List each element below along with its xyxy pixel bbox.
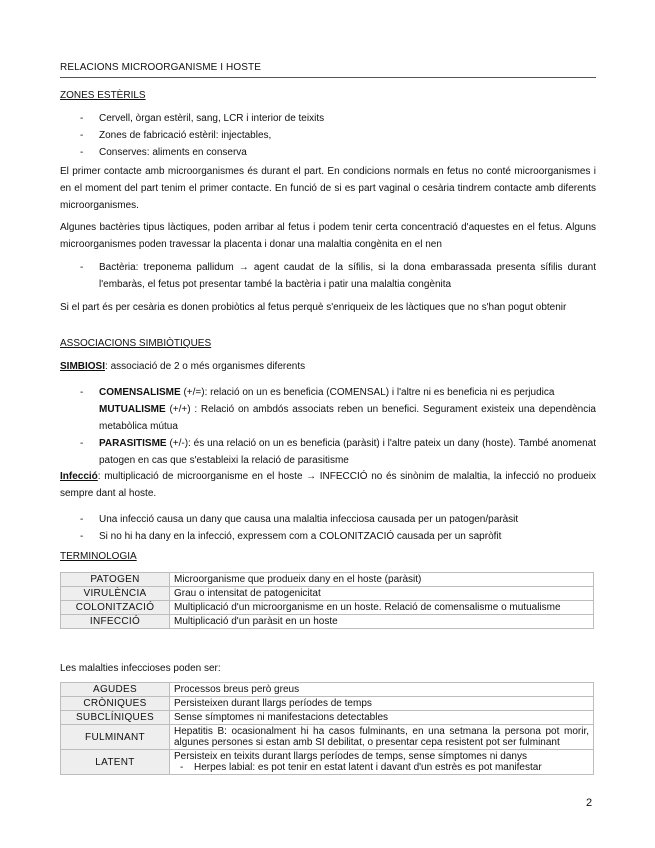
table-cell-term: SUBCLÍNIQUES [61,711,170,725]
infeccio-definition [60,468,596,502]
table-cell-definition: Processos breus però greus [170,683,594,697]
page-number: 2 [586,797,593,809]
section-heading-associacions: ASSOCIACIONS SIMBIÒTIQUES [60,338,212,349]
table-row [61,725,594,750]
table-cell-definition: Persisteixen durant llargs períodes de temps [170,697,594,711]
table-row [61,573,594,587]
list-item: - Cervell, òrgan estèril, sang, LCR i interior de teixits [80,110,596,127]
table-row [61,601,594,615]
table-row [61,697,594,711]
infeccio-text: : multiplicació de microorganisme en el hoste → INFECCIÓ no és sinònim de malaltia, la infecció no produeix sempre dant al hoste. [60,471,596,499]
term-text: (+/-): és una relació on un es beneficia (paràsit) i l'altre pateix un dany (hoste). També anomenat patogen en cas que s'estableixi la relació de parasitisme [99,438,596,466]
table-row [61,615,594,629]
table-cell-term: AGUDES [61,683,170,697]
table-cell-definition: Grau o intensitat de patogenicitat [170,587,594,601]
table-cell-definition: Hepatitis B: ocasionalment hi ha casos fulminants, en una setmana la persona pot morir, algunes persones si estan amb SI debilitat, o presentar cepa resistent pot ser fulminant [170,725,594,750]
list-item: - Una infecció causa un dany que causa una malaltia infecciosa causada per un patogen/paràsit [80,511,596,528]
infeccio-term: Infecció [60,471,98,482]
zones-list [80,110,596,161]
table-row [61,711,594,725]
header-rule [60,77,596,78]
malalties-intro: Les malalties infeccioses poden ser: [60,663,221,674]
table-row [61,683,594,697]
list-item [80,401,596,435]
table-cell-definition: Microorganisme que produeix dany en el hoste (paràsit) [170,573,594,587]
syphilis-list [80,259,596,293]
paragraph-first-contact: El primer contacte amb microorganismes és durant el part. En condicions normals en fetus no conté microorganismes i en el moment del part tenim el primer contacte. En funció de si es part vaginal o cesària tindrem contacte amb diferents microorganismes. [60,166,596,211]
table-cell-term: LATENT [61,750,170,775]
term-mutualisme: MUTUALISME [99,404,166,415]
list-item: - Conserves: aliments en conserva [80,144,596,161]
list-item: - Zones de fabricació estèril: injectables, [80,127,596,144]
term-text: (+/+) : Relació on ambdós associats reben un benefici. Segurament existeix una dependència metabòlica mútua [99,404,596,432]
table-cell-term: FULMINANT [61,725,170,750]
table-cell-term: COLONITZACIÓ [61,601,170,615]
terminologia-table [60,572,594,629]
list-item: - Bactèria: treponema pallidum → agent caudat de la sífilis, si la dona embarassada presenta sífilis durant l'embaràs, el fetus pot presentar també la bactèria i patir una malaltia congènita [80,259,596,293]
table-row [61,750,594,775]
table-cell-definition: Multiplicació d'un microorganisme en un hoste. Relació de comensalisme o mutualisme [170,601,594,615]
simbiosi-definition [60,358,596,375]
list-item [80,384,596,401]
simbiosi-text: : associació de 2 o més organismes diferents [105,361,306,372]
table-row [61,587,594,601]
table-cell-term: INFECCIÓ [61,615,170,629]
malalties-table [60,682,594,775]
section-heading-terminologia: TERMINOLOGIA [60,551,137,562]
latent-text: Persisteix en teixits durant llargs períodes de temps, sense símptomes ni danys [174,751,527,762]
section-heading-zones: ZONES ESTÈRILS [60,90,146,101]
term-text: (+/=): relació on un es beneficia (COMENSAL) i l'altre ni es beneficia ni es perjudica [180,387,555,398]
paragraph-cesaria: Si el part és per cesària es donen probiòtics al fetus perquè s'enriqueix de les làctiques que no s'han pogut obtenir [60,302,567,313]
table-cell-term: CRÒNIQUES [61,697,170,711]
table-cell-term: VIRULÈNCIA [61,587,170,601]
document-header: RELACIONS MICROORGANISME I HOSTE [60,62,262,73]
table-cell-definition: Sense símptomes ni manifestacions detectables [170,711,594,725]
list-item [80,435,596,469]
list-item: - Si no hi ha dany en la infecció, expressem com a COLONITZACIÓ causada per un sapròfit [80,528,596,545]
associations-list [80,384,596,469]
table-cell-definition [170,750,594,775]
term-comensalisme: COMENSALISME [99,387,181,398]
simbiosi-term: SIMBIOSI [60,361,106,372]
latent-sub-item: - Herpes labial: es pot tenir en estat latent i davant d'un estrès es pot manifestar [174,762,589,773]
table-cell-term: PATOGEN [61,573,170,587]
infeccio-list [80,511,596,545]
table-cell-definition: Multiplicació d'un paràsit en un hoste [170,615,594,629]
paragraph-lactic: Algunes bactèries tipus làctiques, poden arribar al fetus i podem tenir certa concentració d'aquestes en el fetus. Alguns microorganismes poden travessar la placenta i donar una malaltia congènita en el nen [60,222,596,250]
term-parasitisme: PARASITISME [99,438,167,449]
